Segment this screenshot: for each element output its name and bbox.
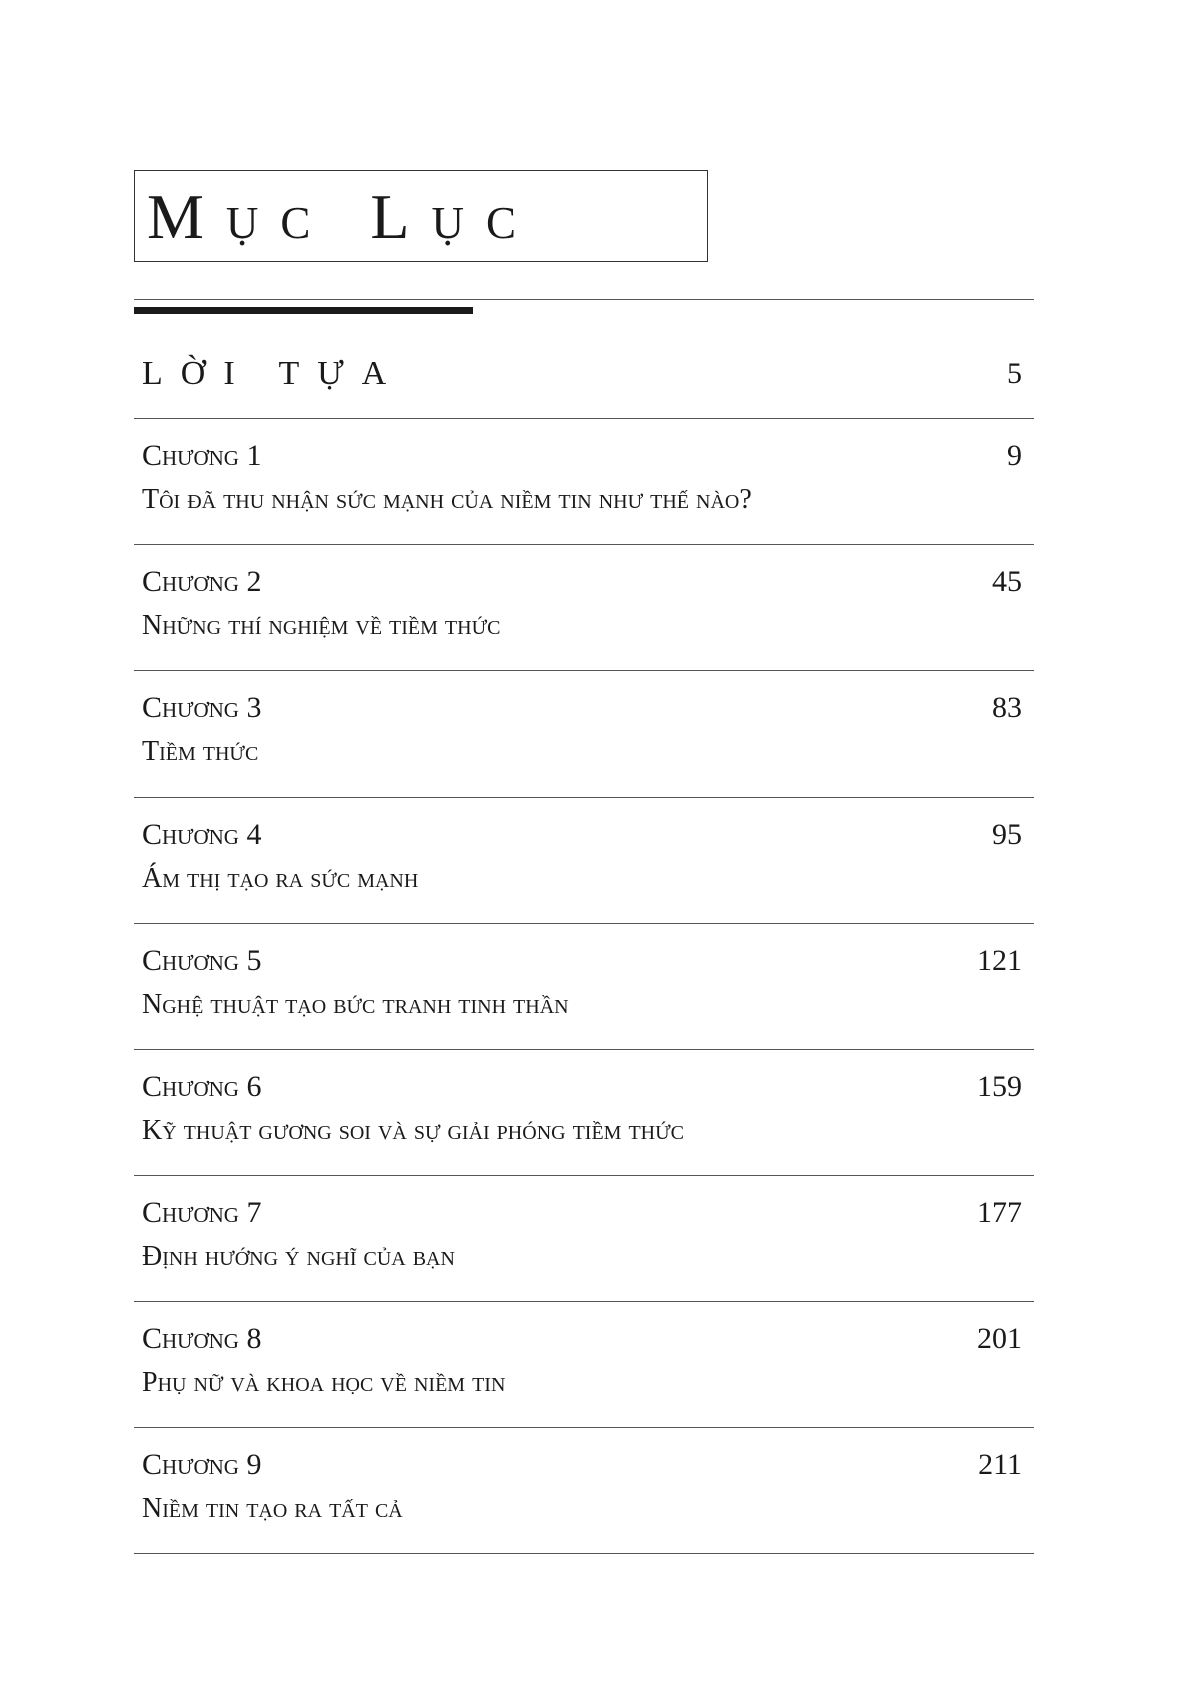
chapter-label: Chương 7: [142, 1196, 262, 1229]
toc-entry-preface[interactable]: [142, 348, 1022, 400]
entry-divider: [134, 670, 1034, 671]
preface-page-number: 5: [1007, 357, 1022, 390]
title-divider-thin: [134, 299, 1034, 300]
title-divider-thick: [134, 307, 473, 314]
entry-divider: [134, 1049, 1034, 1050]
chapter-page-number: 159: [977, 1070, 1022, 1103]
chapter-page-number: 121: [977, 944, 1022, 977]
chapter-page-number: 201: [977, 1322, 1022, 1355]
toc-entry-chapter-1[interactable]: [142, 428, 1022, 538]
chapter-label: Chương 9: [142, 1448, 262, 1481]
chapter-page-number: 45: [992, 565, 1022, 598]
page-title: Mục Lục: [147, 181, 539, 252]
chapter-label: Chương 3: [142, 691, 262, 724]
toc-entry-chapter-3[interactable]: [142, 680, 1022, 790]
toc-entry-chapter-4[interactable]: [142, 807, 1022, 917]
entry-divider: [134, 923, 1034, 924]
chapter-label: Chương 5: [142, 944, 262, 977]
toc-entry-chapter-9[interactable]: [142, 1437, 1022, 1547]
preface-label: LỜI TỰA: [142, 355, 405, 392]
title-box: [134, 170, 708, 262]
chapter-title: Phụ nữ và khoa học về niềm tin: [142, 1367, 506, 1398]
chapter-title: Tiềm thức: [142, 736, 259, 767]
entry-divider: [134, 797, 1034, 798]
chapter-label: Chương 2: [142, 565, 262, 598]
chapter-title: Định hướng ý nghĩ của bạn: [142, 1241, 455, 1272]
toc-entry-chapter-7[interactable]: [142, 1185, 1022, 1295]
entry-divider: [134, 544, 1034, 545]
chapter-title: Kỹ thuật gương soi và sự giải phóng tiềm thức: [142, 1115, 684, 1146]
chapter-page-number: 83: [992, 691, 1022, 724]
chapter-title: Niềm tin tạo ra tất cả: [142, 1493, 403, 1524]
chapter-page-number: 211: [978, 1448, 1022, 1481]
chapter-label: Chương 6: [142, 1070, 262, 1103]
chapter-title: Nghệ thuật tạo bức tranh tinh thần: [142, 989, 569, 1020]
toc-entry-chapter-2[interactable]: [142, 554, 1022, 664]
chapter-label: Chương 4: [142, 818, 262, 851]
chapter-page-number: 95: [992, 818, 1022, 851]
entry-divider: [134, 1427, 1034, 1428]
toc-entry-chapter-5[interactable]: [142, 933, 1022, 1043]
toc-entry-chapter-8[interactable]: [142, 1311, 1022, 1421]
toc-entry-chapter-6[interactable]: [142, 1059, 1022, 1169]
entry-divider: [134, 1301, 1034, 1302]
chapter-title: Những thí nghiệm về tiềm thức: [142, 610, 501, 641]
chapter-label: Chương 8: [142, 1322, 262, 1355]
chapter-title: Ám thị tạo ra sức mạnh: [142, 863, 419, 894]
entry-divider: [134, 1553, 1034, 1554]
chapter-page-number: 9: [1007, 439, 1022, 472]
entry-divider: [134, 418, 1034, 419]
entry-divider: [134, 1175, 1034, 1176]
chapter-page-number: 177: [977, 1196, 1022, 1229]
chapter-label: Chương 1: [142, 439, 262, 472]
chapter-title: Tôi đã thu nhận sức mạnh của niềm tin như thế nào?: [142, 484, 752, 515]
